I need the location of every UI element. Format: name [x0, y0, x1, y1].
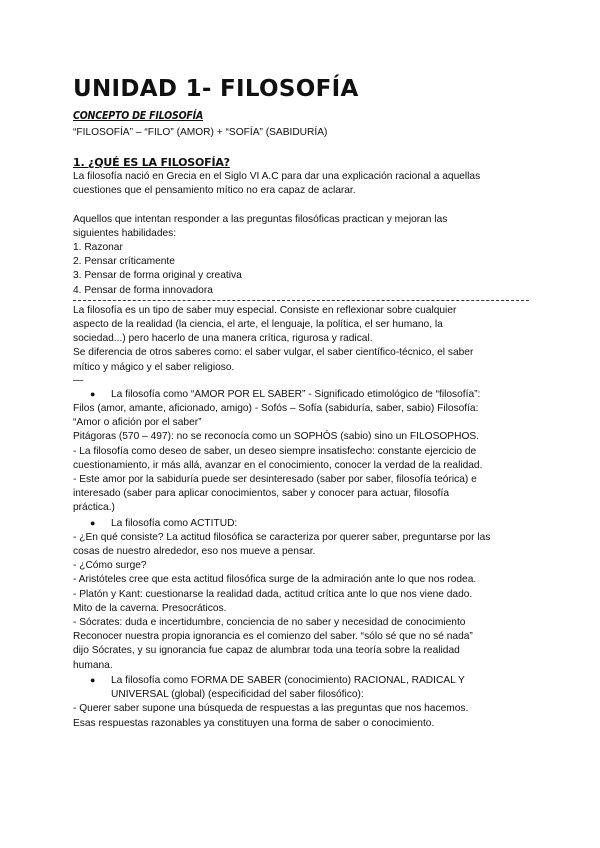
text-line: humana.: [73, 659, 113, 671]
text-line: Se diferencia de otros saberes como: el saber vulgar, el saber científico-técnico, el saber: [73, 347, 474, 359]
text-line: Esas respuestas razonables ya constituyen una forma de saber o conocimiento.: [73, 717, 435, 729]
bullet-forma-de-saber: [73, 673, 533, 731]
text-line: siguientes habilidades:: [73, 227, 177, 239]
bullet-text: La filosofía como ACTITUD:: [111, 517, 238, 529]
text-line: aspecto de la realidad (la ciencia, el arte, el lenguaje, la política, el ser humano, la: [73, 319, 443, 331]
etymology-line: “FILOSOFÍA” – “FILO” (AMOR) + “SOFÍA” (SABIDURÍA): [73, 127, 328, 138]
bullet-actitud: [73, 516, 533, 673]
definition-paragraph: [73, 304, 533, 375]
text-line: cuestionamiento, ir más allá, avanzar en el conocimiento, conocer la verdad de la realidad.: [73, 459, 483, 471]
section1-heading: 1. ¿QUÉ ES LA FILOSOFÍA?: [73, 156, 230, 169]
bullet-text: La filosofía como “AMOR POR EL SABER” - Significado etimológico de “filosofía”:: [111, 388, 481, 400]
text-line: - ¿Cómo surge?: [73, 560, 147, 572]
text-line: La filosofía es un tipo de saber muy especial. Consiste en reflexionar sobre cualquier: [73, 304, 457, 316]
bullet-text-continuation: UNIVERSAL (global) (especificidad del saber filosófico):: [111, 689, 364, 701]
text-line: mítico y mágico y el saber religioso.: [73, 361, 235, 373]
text-line: Mito de la caverna. Presocráticos.: [73, 602, 227, 614]
text-line: - Platón y Kant: cuestionarse la realidad dada, actitud crítica ante lo que nos viene dado.: [73, 588, 473, 600]
bullet-icon: ●: [90, 674, 96, 685]
list-item: 4. Pensar de forma innovadora: [73, 284, 213, 296]
text-line: - La filosofía como deseo de saber, un deseo siempre insatisfecho: constante ejercicio de: [73, 445, 477, 457]
text-line: interesado (saber para aplicar conocimientos, saber y conocer para actuar, filosofía: [73, 488, 450, 500]
document-page: [73, 74, 533, 731]
text-line: - Este amor por la sabiduría puede ser desinteresado (saber por saber, filosofía teórica) e: [73, 474, 477, 486]
bullet-icon: ●: [90, 517, 96, 528]
text-line: - ¿En qué consiste? La actitud filosófica se caracteriza por querer saber, preguntarse por las: [73, 531, 491, 543]
section1-intro: [73, 170, 533, 198]
text-line: Aquellos que intentan responder a las preguntas filosóficas practican y mejoran las: [73, 213, 448, 225]
text-line: sociedad...) pero hacerlo de una manera crítica, rigurosa y radical.: [73, 333, 373, 345]
dashed-divider: [73, 300, 529, 301]
bullet-text: La filosofía como FORMA DE SABER (conocimiento) RACIONAL, RADICAL Y: [111, 674, 465, 686]
concepto-heading: CONCEPTO DE FILOSOFÍA: [73, 110, 204, 122]
text-line: dijo Sócrates, y su ignorancia fue capaz de alumbrar toda una teoría sobre la realidad: [73, 645, 460, 657]
text-line: - Sócrates: duda e incertidumbre, conciencia de no saber y necesidad de conocimiento: [73, 617, 466, 629]
page-title: UNIDAD 1- FILOSOFÍA: [73, 76, 359, 102]
text-line: Filos (amor, amante, aficionado, amigo) - Sofós – Sofía (sabiduría, saber, sabio) Filosofía:: [73, 403, 479, 415]
short-dash-divider: —: [73, 374, 84, 386]
text-line: “Amor o afición por el saber”: [73, 417, 202, 429]
list-item: 1. Razonar: [73, 242, 123, 253]
text-line: - Aristóteles cree que esta actitud filosófica surge de la admiración ante lo que nos rodea.: [73, 574, 477, 586]
abilities-list: [73, 241, 533, 298]
text-line: - Querer saber supone una búsqueda de respuestas a las preguntas que nos hacemos.: [73, 703, 469, 715]
list-item: 2. Pensar críticamente: [73, 256, 175, 268]
text-line: Reconocer nuestra propia ignorancia es el comienzo del saber. “sólo sé que no sé nada”: [73, 631, 473, 643]
text-line: La filosofía nació en Grecia en el Siglo VI A.C para dar una explicación racional a aquellas: [73, 171, 481, 182]
list-item: 3. Pensar de forma original y creativa: [73, 270, 242, 282]
text-line: cosas de nuestro alrededor, eso nos mueve a pensar.: [73, 546, 316, 558]
text-line: práctica.): [73, 502, 115, 514]
abilities-intro: [73, 213, 533, 241]
text-line: Pitágoras (570 – 497): no se reconocía como un SOPHÓS (sabio) sino un FILOSOPHOS.: [73, 431, 479, 443]
bullet-icon: ●: [90, 388, 96, 399]
bullet-amor-por-el-saber: [73, 387, 533, 516]
text-line: cuestiones que el pensamiento mítico no era capaz de aclarar.: [73, 185, 356, 197]
